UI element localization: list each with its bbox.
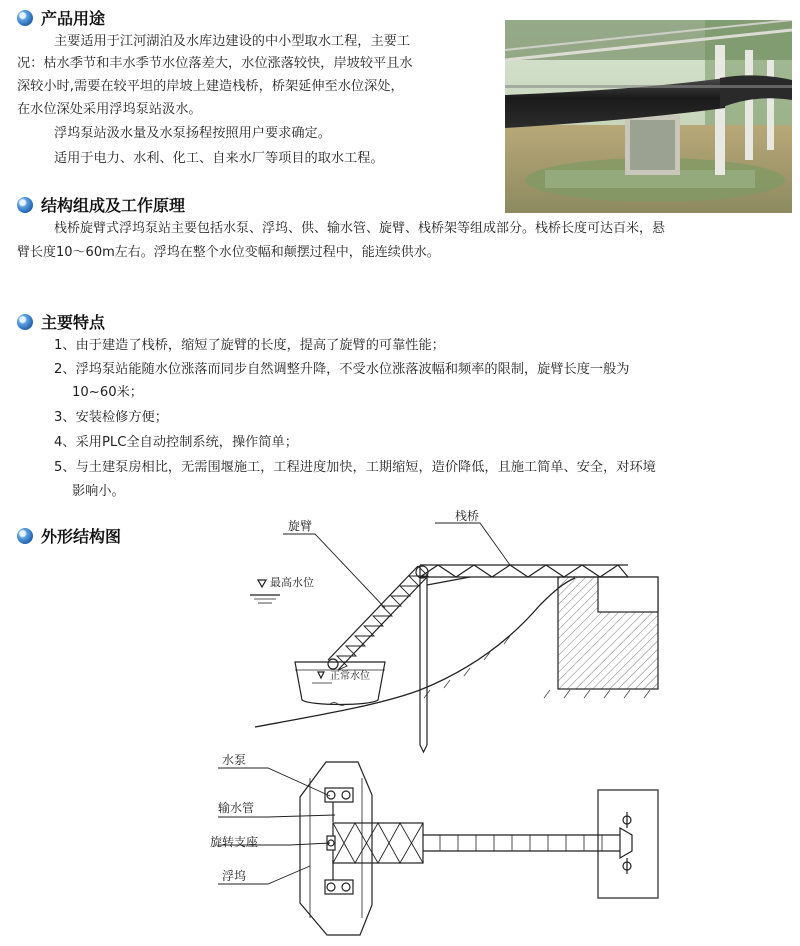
- usage-line-5: 浮坞泵站汲水量及水泵扬程按照用户要求确定。: [54, 126, 331, 141]
- feature-item-2-cont: 10~60米；: [72, 385, 143, 400]
- feature-item-4: 4、采用PLC全自动控制系统，操作简单；: [54, 435, 298, 450]
- label-trestle: 栈桥: [455, 509, 480, 523]
- feature-item-5: 5、与土建泵房相比，无需围堰施工，工程进度加快，工期缩短，造价降低，且施工简单、安全，对环境: [54, 460, 656, 475]
- label-rotary-support: 旋转支座: [210, 835, 259, 849]
- label-normal-water: 正常水位: [330, 671, 370, 682]
- section-title: 主要特点: [41, 313, 106, 332]
- usage-line-1: 主要适用于江河湖泊及水库边建设的中小型取水工程，主要工: [54, 34, 411, 49]
- label-pump: 水泵: [222, 753, 247, 767]
- usage-line-2: 况：枯水季节和丰水季节水位落差大，水位涨落较快，岸坡较平且水: [17, 56, 413, 71]
- section-title: 产品用途: [41, 9, 106, 28]
- section-title: 外形结构图: [41, 527, 122, 546]
- usage-line-3: 深较小时,需要在较平坦的岸坡上建造栈桥，桥架延伸至水位深处，: [17, 79, 404, 94]
- structure-line-1: 栈桥旋臂式浮坞泵站主要包括水泵、浮坞、供、输水管、旋臂、栈桥架等组成部分。栈桥长度可达百米，悬: [54, 221, 666, 236]
- feature-item-5-cont: 影响小。: [72, 484, 125, 499]
- label-pontoon: 浮坞: [222, 869, 247, 883]
- feature-item-1: 1、由于建造了栈桥，缩短了旋臂的长度，提高了旋臂的可靠性能；: [54, 338, 445, 353]
- usage-line-4: 在水位深处采用浮坞泵站汲水。: [17, 102, 202, 117]
- usage-line-6: 适用于电力、水利、化工、自来水厂等项目的取水工程。: [54, 151, 384, 166]
- label-swing-arm: 旋臂: [288, 519, 313, 533]
- label-max-water: 最高水位: [270, 576, 314, 589]
- feature-item-2: 2、浮坞泵站能随水位涨落而同步自然调整升降，不受水位涨落波幅和频率的限制，旋臂长度一般为: [54, 362, 630, 377]
- feature-item-3: 3、安装检修方便；: [54, 410, 168, 425]
- label-pipe: 输水管: [218, 801, 255, 815]
- structure-line-2: 臂长度10～60m左右。浮坞在整个水位变幅和颠摆过程中，能连续供水。: [17, 245, 440, 260]
- section-title: 结构组成及工作原理: [41, 196, 186, 215]
